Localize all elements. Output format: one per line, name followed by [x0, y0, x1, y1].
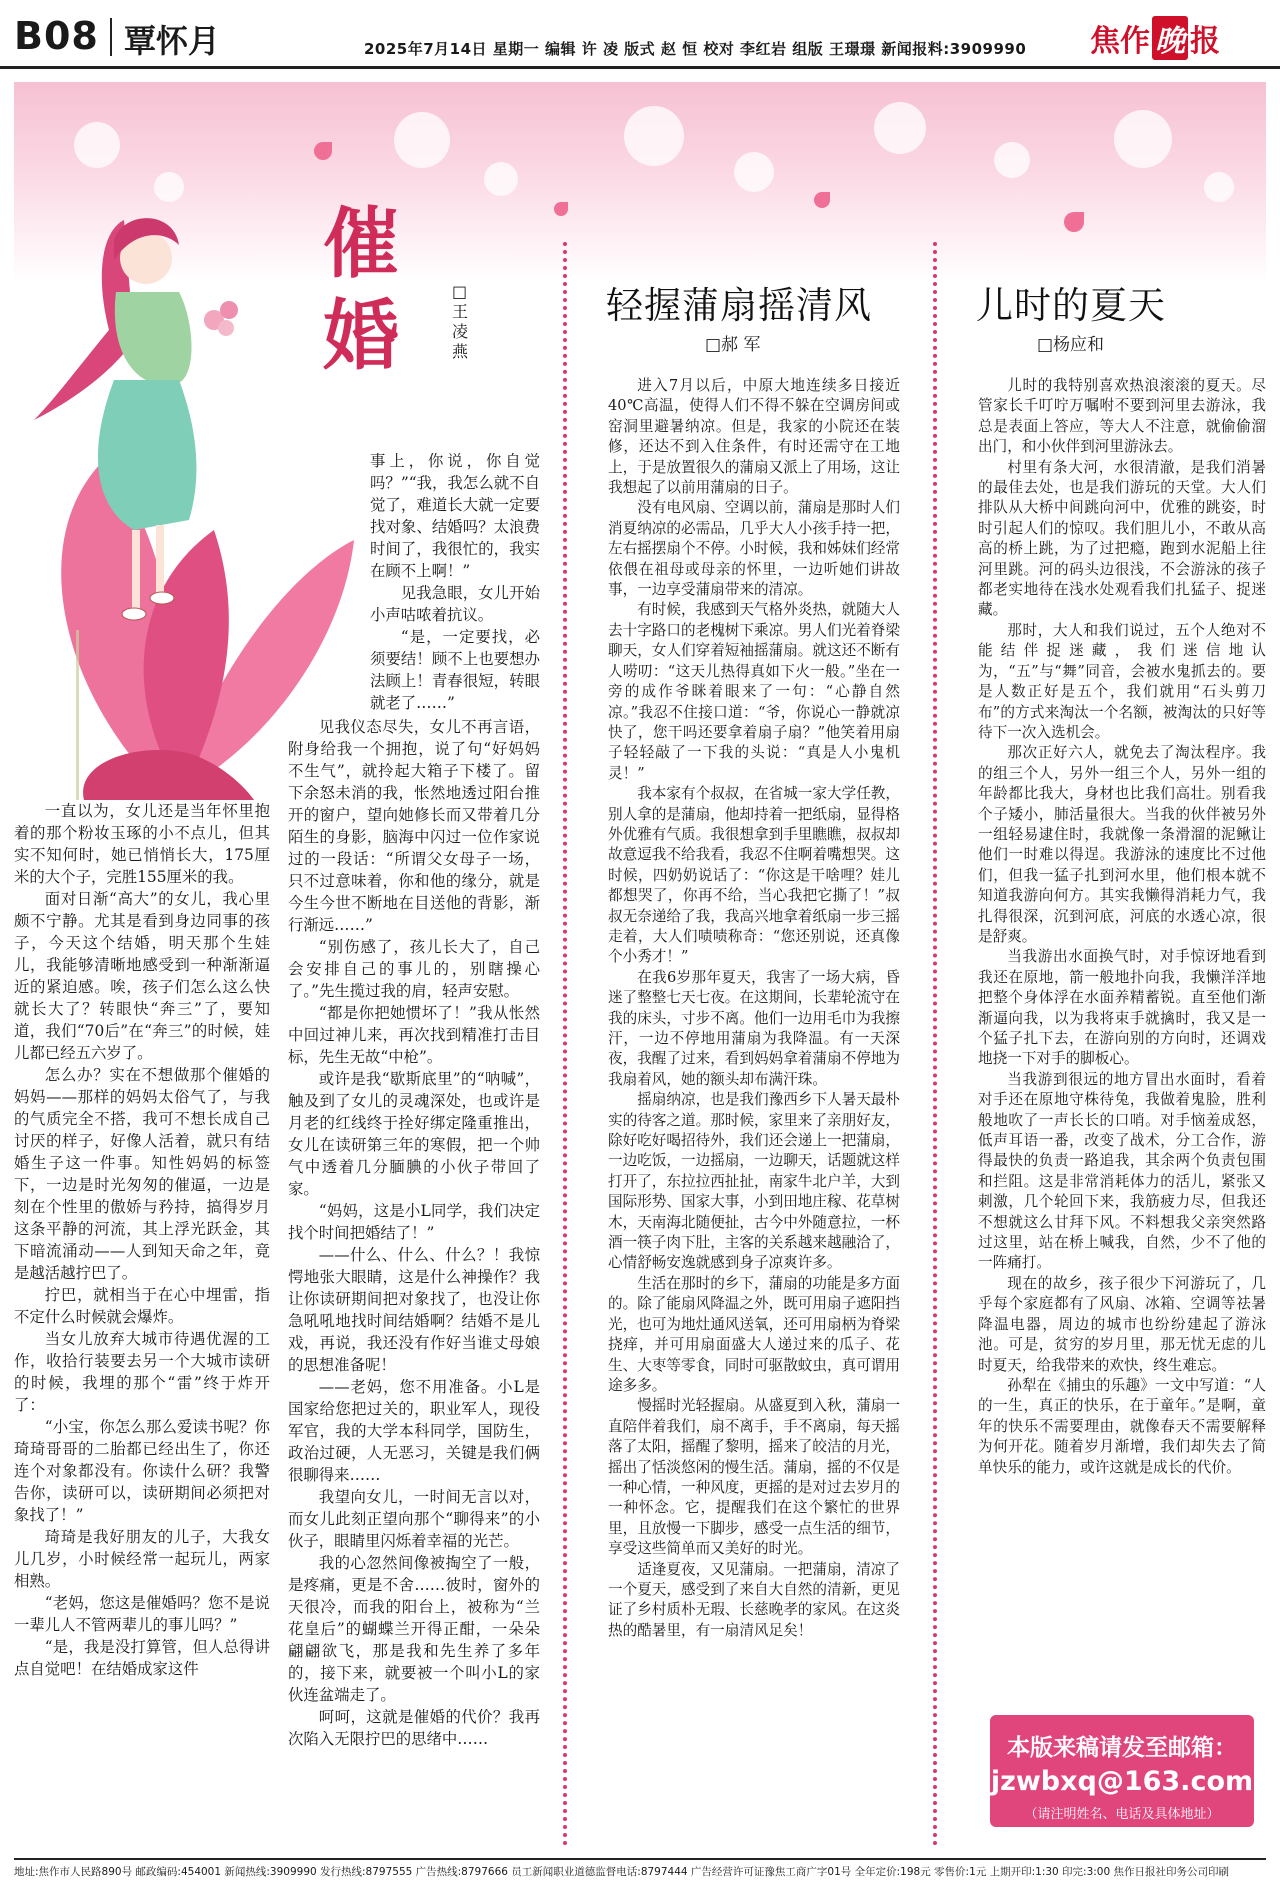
article2-paragraph: 进入7月以后，中原大地连续多日接近40℃高温，使得人们不得不躲在空调房间或窑洞里避暑纳凉。但是，我家的小院还在装修，还达不到入住条件，有时还需守在工地上，于是放置很久的蒲扇又派上了用场，这让我想起了以前用蒲扇的日子。: [608, 377, 900, 497]
article1-paragraph: 当女儿放弃大城市待遇优渥的工作，收拾行装要去另一个大城市读研的时候，我埋的那个“雷”终于炸开了：: [14, 1330, 270, 1414]
bokeh-circle: [74, 122, 120, 168]
petal-shape: [314, 142, 332, 160]
article3-paragraph: 那时，大人和我们说过，五个人绝对不能结伴捉迷藏，我们迷信地认为，“五”与“舞”同音，会被水鬼抓去的。要是人数正好是五个，我们就用“石头剪刀布”的方式来淘汰一个名额，被淘汰的只好等待下一次入选机会。: [978, 621, 1266, 741]
article3-paragraph: 当我游到很远的地方冒出水面时，看着对手还在原地守株待兔，我做着鬼脸，胜利般地吹了一声长长的口哨。对手恼羞成怒，低声耳语一番，改变了战术，分工合作，游得最快的负责一路追我，其余两个负责包围和拦阻。这是非常消耗体力的活儿，紧张又刺激，几个轮回下来，我筋疲力尽，但我还不想就这么甘拜下风。不料想我父亲突然路过这里，站在桥上喊我，自然，少不了他的一阵痛打。: [978, 1070, 1266, 1272]
article1-paragraph: 拧巴，就相当于在心中埋雷，指不定什么时候就会爆炸。: [14, 1286, 270, 1326]
article2-paragraph: 生活在那时的乡下，蒲扇的功能是多方面的。除了能扇风降温之外，既可用扇子遮阳挡光，也可为地灶通风送氧，还可用扇柄为脊梁挠痒，并可用扇面盛大人递过来的瓜子、花生、大枣等零食，同时可驱散蚊虫，真可谓用途多多。: [608, 1274, 900, 1394]
article2-title: 轻握蒲扇摇清风: [606, 284, 872, 327]
article3-body: [978, 376, 1266, 1478]
article1-paragraph: ——什么、什么、什么？！我惊愕地张大眼睛，这是什么神操作？我让你读研期间把对象找了，也没让你急吼吼地找时间结婚啊？结婚不是儿戏，再说，我还没有作好当谁丈母娘的思想准备呢！: [288, 1246, 540, 1374]
contact-email[interactable]: jzwbxq@163.com: [990, 1766, 1254, 1797]
article1-byline: □王凌燕: [452, 282, 469, 361]
article1-paragraph: 我望向女儿，一时间无言以对，而女儿此刻正望向那个“聊得来”的小伙子，眼睛里闪烁着幸福的光芒。: [288, 1488, 540, 1550]
article1-paragraph: “都是你把她惯坏了！”我从怅然中回过神儿来，再次找到精准打击目标，先生无故“中枪”。: [288, 1004, 540, 1066]
article3-paragraph: 儿时的我特别喜欢热浪滚滚的夏天。尽管家长千叮咛万嘱咐不要到河里去游泳，我总是表面上答应，等大人不注意，就偷偷溜出门，和小伙伴到河里游泳去。: [978, 377, 1266, 456]
page-number: B08: [14, 14, 99, 58]
article3-paragraph: 村里有条大河，水很清澈，是我们消暑的最佳去处，也是我们游玩的天堂。大人们排队从大桥中间跳向河中，优雅的跳姿，时时引起人们的惊叹。我们胆儿小，不敢从高高的桥上跳，为了过把瘾，跑到水泥船上往河里跳。河的码头边很浅，不会游泳的孩子都老实地待在浅水处观看我们扎猛子、捉迷藏。: [978, 458, 1266, 619]
article3-paragraph: 那次正好六人，就免去了淘汰程序。我的组三个人，另外一组三个人，另外一组的年龄都比我大，身材也比我们高壮。别看我个子矮小，肺活量很大。当我的伙伴被另外一组轻易逮住时，我就像一条滑溜的泥鳅让他们一时难以得逞。我游泳的速度比不过他们，但我一猛子扎到河水里，他们根本就不知道我游向何方。其实我懒得消耗力气，我扎得很深，沉到河底，河底的水透心凉，很是舒爽。: [978, 744, 1266, 945]
article2-byline: □郝 军: [705, 335, 761, 355]
petal-shape: [1064, 212, 1084, 232]
page-header: [0, 0, 1280, 69]
bokeh-circle: [154, 172, 184, 202]
header-divider: [110, 18, 112, 56]
article1-column-b: [288, 716, 540, 1750]
article1-paragraph: 琦琦是我好朋友的儿子，大我女儿几岁，小时候经常一起玩儿，两家相熟。: [14, 1528, 270, 1590]
bokeh-circle: [1114, 110, 1172, 168]
article2-paragraph: 有时候，我感到天气格外炎热，就随大人去十字路口的老槐树下乘凉。男人们光着脊梁聊天，女人们穿着短袖摇蒲扇。就这还不断有人唠叨：“这天儿热得真如下火一般。”坐在一旁的成作爷眯着眼来了一句：“心静自然凉。”我忍不住接口道：“爷，你说心一静就凉快了，您干吗还要拿着扇子扇？”他笑着用扇子轻轻敲了一下我的头说：“真是人小鬼机灵！”: [608, 601, 900, 782]
article1-paragraph: “老妈，您这是催婚吗？您不是说一辈儿人不管两辈儿的事儿吗？”: [14, 1594, 270, 1634]
article1-column-c: [14, 800, 270, 1680]
contact-note: （请注明姓名、电话及具体地址）: [1024, 1807, 1220, 1822]
bokeh-circle: [734, 152, 774, 192]
article2-body: [608, 376, 900, 1641]
article1-paragraph: “妈妈，这是小L同学，我们决定找个时间把婚结了！”: [288, 1202, 540, 1242]
masthead-part-a: 焦作: [1090, 24, 1150, 59]
article3-byline: □杨应和: [1037, 335, 1105, 355]
article3-paragraph: 当我游出水面换气时，对手惊讶地看到我还在原地，箭一般地扑向我，我懒洋洋地把整个身体浮在水面养精蓄锐。直至他们渐渐逼向我，以为我将束手就擒时，我又是一个猛子扎下去，在游向别的方向时，还调戏地挠一下对手的脚板心。: [978, 948, 1266, 1068]
article1-paragraph: 事上，你说，你自觉吗？”“我，我怎么就不自觉了，难道长大就一定要找对象、结婚吗？太浪费时间了，我很忙的，我实在顾不上啊！”: [370, 452, 540, 580]
article1-paragraph: 见我急眼，女儿开始小声咕哝着抗议。: [370, 584, 540, 624]
article1-column-a: [370, 450, 540, 714]
contact-heading: 本版来稿请发至邮箱：: [1007, 1735, 1237, 1761]
article1-paragraph: “小宝，你怎么那么爱读书呢？你琦琦哥哥的二胎都已经出生了，你还连个对象都没有。你读什么研？我警告你，读研可以，读研期间必须把对象找了！”: [14, 1418, 270, 1524]
column-divider: [933, 242, 937, 1847]
article2-paragraph: 适逢夏夜，又见蒲扇。一把蒲扇，清凉了一个夏天，感受到了来自大自然的清新，更见证了乡村质朴无瑕、长慈晚孝的家风。在这炎热的酷暑里，有一扇清风足矣！: [608, 1560, 900, 1639]
article2-paragraph: 在我6岁那年夏天，我害了一场大病，昏迷了整整七天七夜。在这期间，长辈轮流守在我的床头，寸步不离。他们一边用毛巾为我擦汗，一边不停地用蒲扇为我降温。有一天深夜，我醒了过来，看到妈妈拿着蒲扇不停地为我扇着风，她的额头却布满汗珠。: [608, 968, 900, 1088]
bokeh-circle: [874, 102, 926, 154]
page-footer: 地址:焦作市人民路890号 邮政编码:454001 新闻热线:3909990 发行热线:8797555 广告热线:8797666 员工新闻职业道德监督电话:8797444 广告经营许可证豫焦工商广字01号 全年定价:198元 零售价:1元 上期开印:1:30 印完:3:00 焦作日报社印务公司印刷: [14, 1858, 1266, 1879]
article1-paragraph: 呵呵，这就是催婚的代价？我再次陷入无限拧巴的思绪中……: [288, 1708, 540, 1748]
article1-paragraph: “是，一定要找，必须要结！顾不上也要想办法顾上！青春很短，转眼就老了……”: [370, 628, 540, 712]
column-divider: [563, 242, 567, 1847]
article1-paragraph: 见我仪态尽失，女儿不再言语，附身给我一个拥抱，说了句“好妈妈不生气”，就拎起大箱子下楼了。留下余怒未消的我，怅然地透过阳台推开的窗户，望向她修长而又带着几分陌生的身影，脑海中闪过一位作家说过的一段话：“所谓父女母子一场，只不过意味着，你和他的缘分，就是今生今世不断地在目送他的背影，渐行渐远……”: [288, 718, 540, 934]
submission-contact-box: [990, 1715, 1254, 1827]
bokeh-circle: [394, 112, 450, 168]
issue-meta: 2025年7月14日 星期一 编辑 许 凌 版式 赵 恒 校对 李红岩 组版 王璟璟 新闻报料:3909990: [364, 40, 1027, 58]
bokeh-circle: [1204, 172, 1234, 202]
bokeh-circle: [624, 106, 684, 166]
article1-paragraph: 或许是我“歇斯底里”的“呐喊”，触及到了女儿的灵魂深处，也或许是月老的红线终于拴好绑定隆重推出，女儿在读研第三年的寒假，把一个帅气中透着几分腼腆的小伙子带回了家。: [288, 1070, 540, 1198]
article2-paragraph: 没有电风扇、空调以前，蒲扇是那时人们消夏纳凉的必需品，几乎大人小孩手持一把，左右摇摆扇个不停。小时候，我和姊妹们经常依偎在祖母或母亲的怀里，一边听她们讲故事，一边享受蒲扇带来的清凉。: [608, 499, 900, 599]
bokeh-circle: [484, 162, 518, 196]
masthead-highlight: 晚: [1152, 16, 1188, 60]
masthead-logo: [1090, 16, 1220, 60]
article2-paragraph: 我本家有个叔叔，在省城一家大学任教，别人拿的是蒲扇，他却持着一把纸扇，显得格外优雅有气质。我很想拿到手里瞧瞧，叔叔却故意逗我不给我看，我忍不住啊着嘴想哭。这时候，四奶奶说话了：“你这是干啥哩？娃儿都想哭了，你再不给，当心我把它撕了！”叔叔无奈递给了我，我高兴地拿着纸扇一步三摇走着，大人们啧啧称奇：“您还别说，还真像个小秀才！”: [608, 785, 900, 966]
article1-intro-paragraph: 一直以为，女儿还是当年怀里抱着的那个粉妆玉琢的小不点儿，但其实不知何时，她已悄悄长大，175厘米的大个子，完胜155厘米的我。: [14, 802, 270, 886]
bokeh-circle: [994, 142, 1030, 178]
girl-on-lily-illustration: [14, 200, 354, 800]
petal-shape: [554, 202, 568, 216]
article2-paragraph: 慢摇时光轻握扇。从盛夏到入秋，蒲扇一直陪伴着我们，扇不离手，手不离扇，每天摇落了太阳，摇醒了黎明，摇来了皎洁的月光，摇出了恬淡悠闲的慢生活。蒲扇，摇的不仅是一种心情，一种风度，更摇的是对过去岁月的一种怀念。它，提醒我们在这个繁忙的世界里，且放慢一下脚步，感受一点生活的细节，享受这些简单而又美好的时光。: [608, 1397, 900, 1558]
article1-paragraph: 怎么办？实在不想做那个催婚的妈妈——那样的妈妈太俗气了，与我的气质完全不搭，我可不想长成自己讨厌的样子，好像人活着，就只有结婚生子这一件事。知性妈妈的标签下，一边是时光匆匆的催逼，一边是刻在个性里的傲娇与矜持，搞得岁月这条平静的河流，其上浮光跃金，其下暗流涌动——人到知天命之年，竟是越活越拧巴了。: [14, 1066, 270, 1282]
article3-paragraph: 现在的故乡，孩子很少下河游玩了，几乎每个家庭都有了风扇、冰箱、空调等祛暑降温电器，周边的城市也纷纷建起了游泳池。可是，贫穷的岁月里，那无忧无虑的儿时夏天，给我带来的欢快，终生难忘。: [978, 1274, 1266, 1374]
article1-paragraph: ——老妈，您不用准备。小L是国家给您把过关的，职业军人，现役军官，我的大学本科同学，国防生，政治过硬，人无恶习，关键是我们俩很聊得来……: [288, 1378, 540, 1484]
article2-paragraph: 摇扇纳凉，也是我们豫西乡下人暑天最朴实的待客之道。那时候，家里来了亲朋好友，除好吃好喝招待外，我们还会递上一把蒲扇，一边吃饭，一边摇扇，一边聊天，话题就这样打开了，东拉拉西扯扯，南家牛北户羊，大到国际形势、国家大事，小到田地庄稼、花草树木，天南海北随便扯，古今中外随意拉，一杯酒一筷子肉下肚，主客的关系越来越融洽了，心情舒畅安逸就感到身子凉爽许多。: [608, 1091, 900, 1272]
article1-paragraph: 我的心忽然间像被掏空了一般，是疼痛，更是不舍……彼时，窗外的天很冷，而我的阳台上，被称为“兰花皇后”的蝴蝶兰开得正酣，一朵朵翩翩欲飞，那是我和先生养了多年的，接下来，就要被一个叫小L的家伙连盆端走了。: [288, 1554, 540, 1704]
article1-paragraph: “别伤感了，孩儿长大了，自己会安排自己的事儿的，别瞎操心了。”先生揽过我的肩，轻声安慰。: [288, 938, 540, 1000]
article3-paragraph: 孙犁在《捕虫的乐趣》一文中写道：“人的一生，真正的快乐，在于童年。”是啊，童年的快乐不需要理由，就像春天不需要解释为何开花。随着岁月渐增，我们却失去了简单快乐的能力，或许这就是成长的代价。: [978, 1376, 1266, 1476]
masthead-part-b: 报: [1190, 24, 1220, 59]
article1-title: 催婚: [323, 199, 399, 380]
article1-paragraph: 面对日渐“高大”的女儿，我心里颇不宁静。尤其是看到身边同事的孩子，今天这个结婚，明天那个生娃儿，我能够清晰地感受到一种渐渐逼近的紧迫感。唉，孩子们怎么这么快就长大了？转眼快“奔三”了，要知道，我们“70后”在“奔三”的时候，娃儿都已经五六岁了。: [14, 890, 270, 1062]
article3-title: 儿时的夏天: [976, 284, 1166, 327]
petal-shape: [814, 192, 830, 208]
article1-paragraph: “是，我是没打算管，但人总得讲点自觉吧！在结婚成家这件: [14, 1638, 270, 1678]
section-name: 覃怀月: [124, 22, 221, 60]
